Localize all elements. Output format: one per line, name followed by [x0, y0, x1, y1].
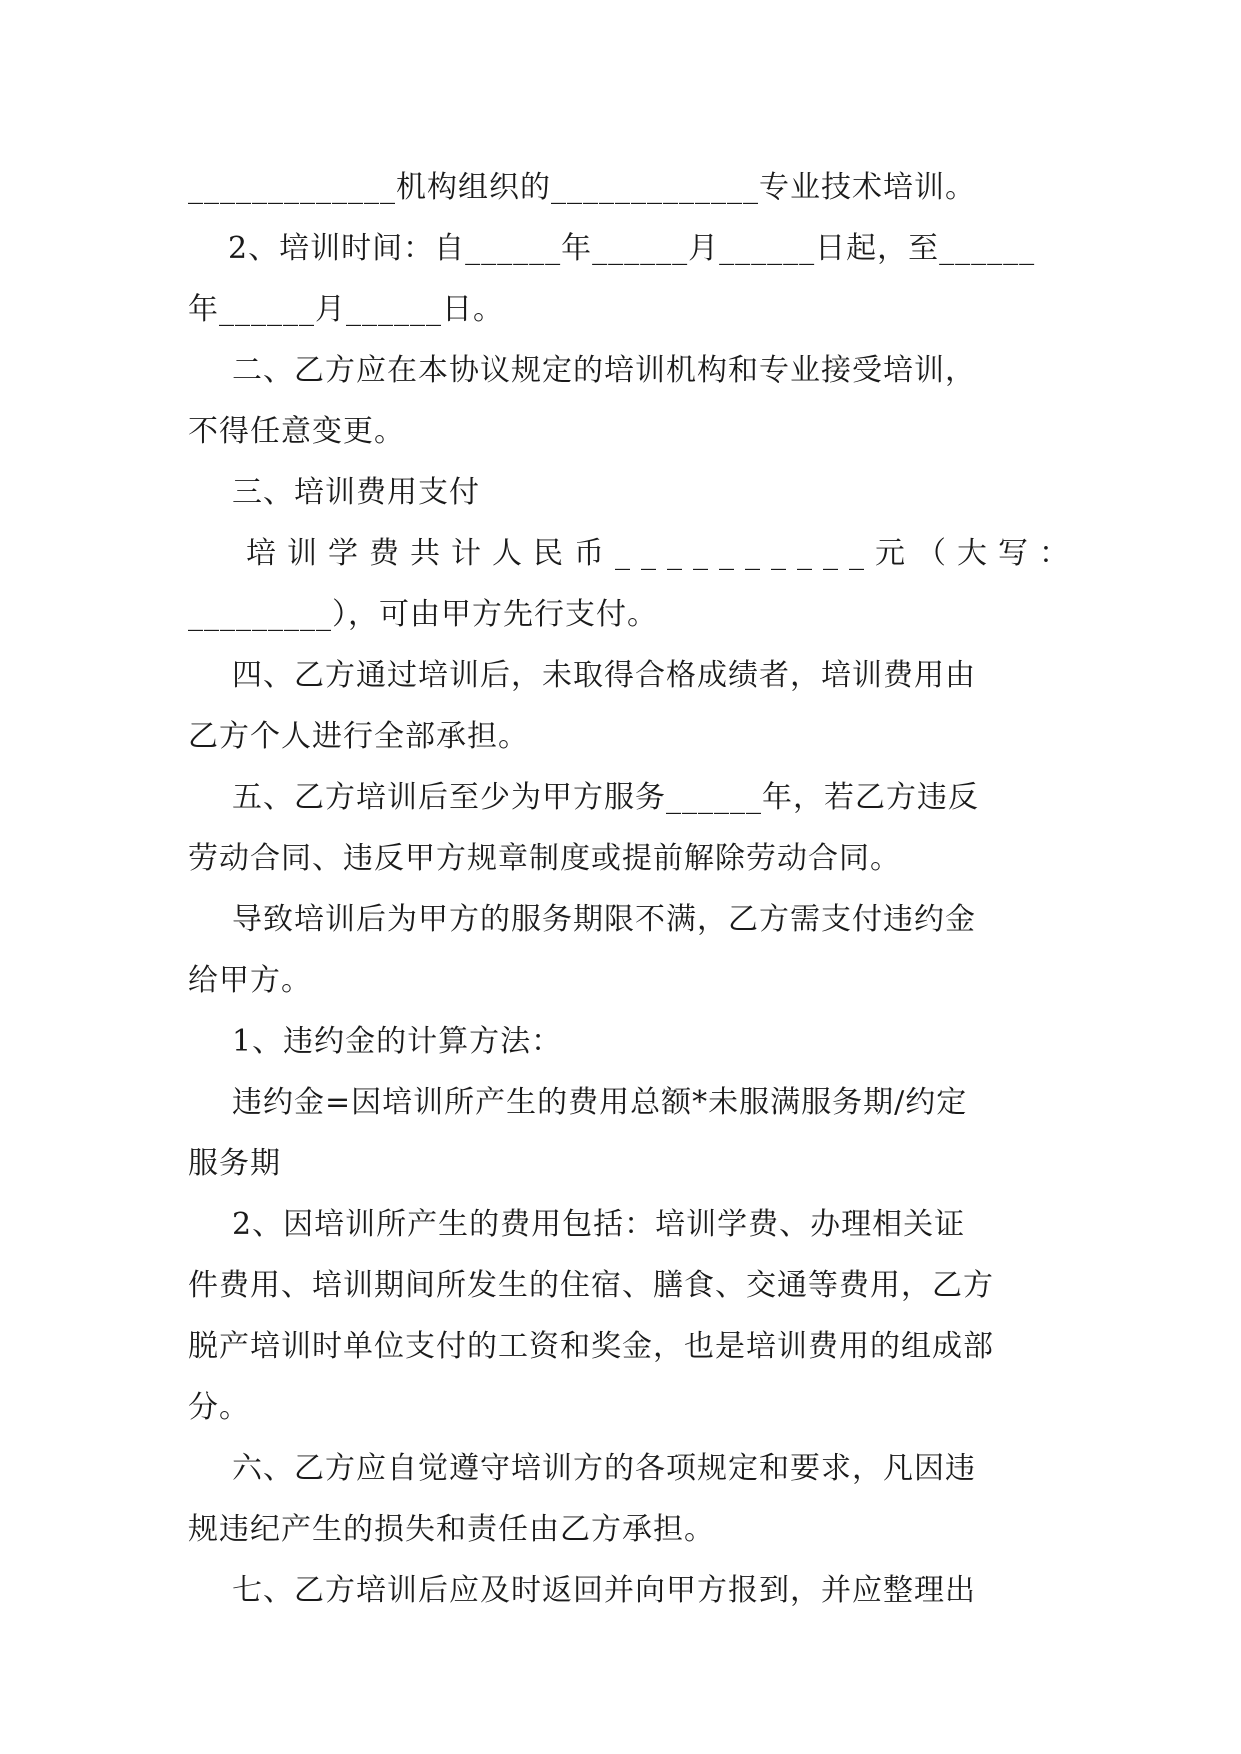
line-penalty-formula: 违约金=因培训所产生的费用总额*未服满服务期/约定 — [232, 1085, 968, 1120]
line-costs: 2、因培训所产生的费用包括：培训学费、办理相关证 — [232, 1207, 966, 1242]
line-clause-4-cont: 乙方个人进行全部承担。 — [188, 719, 529, 754]
line-penalty-method: 1、违约金的计算方法： — [232, 1024, 563, 1059]
line-clause-3-heading: 三、培训费用支付 — [232, 475, 480, 510]
line-training-time-end: 年______月______日。 — [188, 292, 504, 327]
line-clause-6: 六、乙方应自觉遵守培训方的各项规定和要求，凡因违 — [232, 1451, 976, 1486]
line-clause-6-cont: 规违纪产生的损失和责任由乙方承担。 — [188, 1512, 715, 1547]
line-clause-5: 五、乙方培训后至少为甲方服务______年，若乙方违反 — [232, 780, 979, 815]
line-clause-2-cont: 不得任意变更。 — [188, 414, 405, 449]
line-clause-5-cont: 劳动合同、违反甲方规章制度或提前解除劳动合同。 — [188, 841, 901, 876]
line-tuition-cont: _________），可由甲方先行支付。 — [188, 597, 658, 632]
line-costs-cont-2: 脱产培训时单位支付的工资和奖金，也是培训费用的组成部 — [188, 1329, 994, 1364]
line-penalty-intro-cont: 给甲方。 — [188, 963, 312, 998]
line-costs-cont-3: 分。 — [188, 1390, 250, 1425]
line-clause-7: 七、乙方培训后应及时返回并向甲方报到，并应整理出 — [232, 1573, 976, 1608]
line-training-time: 2、培训时间：自______年______月______日起，至______ — [228, 231, 1036, 266]
line-tuition: 培训学费共计人民币__________元（大写： — [246, 536, 1080, 571]
line-clause-2: 二、乙方应在本协议规定的培训机构和专业接受培训， — [232, 353, 976, 388]
line-institution: _____________机构组织的_____________专业技术培训。 — [188, 170, 976, 205]
line-penalty-formula-cont: 服务期 — [188, 1146, 281, 1181]
line-penalty-intro: 导致培训后为甲方的服务期限不满，乙方需支付违约金 — [232, 902, 976, 937]
line-clause-4: 四、乙方通过培训后，未取得合格成绩者，培训费用由 — [232, 658, 976, 693]
line-costs-cont-1: 件费用、培训期间所发生的住宿、膳食、交通等费用，乙方 — [188, 1268, 994, 1303]
